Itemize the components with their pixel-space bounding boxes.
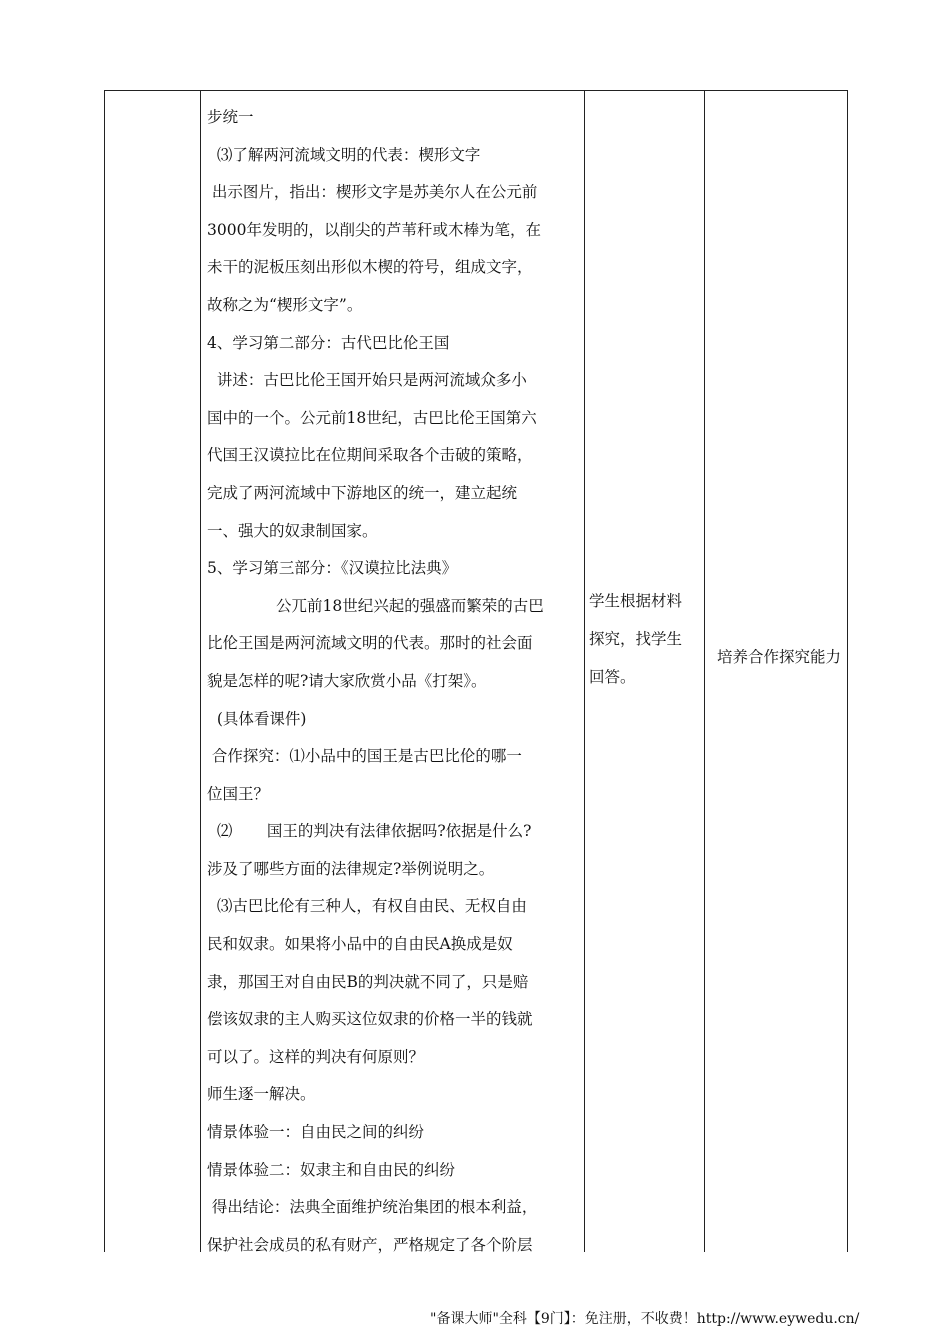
- text-line: 偿该奴隶的主人购买这位奴隶的价格一半的钱就: [207, 1010, 533, 1029]
- text-line: 隶，那国王对自由民B的判决就不同了，只是赔: [207, 972, 529, 991]
- text-line: ⑶了解两河流域文明的代表：楔形文字: [207, 145, 481, 164]
- text-line: 情景体验一：自由民之间的纠纷: [207, 1123, 425, 1142]
- student-activity-text: 探究，找学生: [589, 630, 683, 648]
- text-line: 一、强大的奴隶制国家。: [207, 521, 378, 540]
- text-line: 公兀前18世纪兴起的强盛而繁荣的古巴: [207, 596, 544, 615]
- text-line: ⑵ 国王的判决有法律依据吗?依据是什么?: [207, 822, 532, 841]
- text-line: 保护社会成员的私有财产，严格规定了各个阶层: [207, 1235, 533, 1254]
- text-line: 涉及了哪些方面的法律规定?举例说明之。: [207, 859, 495, 878]
- text-line: 可以了。这样的判决有何原则？: [207, 1047, 425, 1066]
- text-line: 讲述：古巴比伦王国开始只是两河流域众多小: [207, 371, 527, 390]
- lesson-table: [104, 90, 848, 1252]
- column-divider: [704, 91, 705, 1252]
- text-line: 位国王？: [207, 784, 270, 803]
- text-line: 国中的一个。公元前18世纪，古巴比伦王国第六: [207, 408, 537, 427]
- text-line: 未干的泥板压刻出形似木楔的符号，组成文字，: [207, 258, 533, 277]
- text-line: 民和奴隶。如果将小品中的自由民A换成是奴: [207, 935, 513, 954]
- student-activity-text: 回答。: [589, 668, 636, 686]
- design-intent-text: 培养合作探究能力: [717, 648, 842, 666]
- text-line: ⑶古巴比伦有三种人，有权自由民、无权自由: [207, 897, 527, 916]
- text-line: 师生逐一解决。: [207, 1085, 316, 1104]
- student-activity-text: 学生根据材料: [589, 592, 683, 610]
- teaching-process-cell: [201, 99, 585, 1264]
- text-line: 代国王汉谟拉比在位期间采取各个击破的策略，: [207, 446, 533, 465]
- section-heading: 4、学习第二部分：古代巴比伦王国: [207, 333, 450, 352]
- text-line: 得出结论：法典全面维护统治集团的根本利益，: [207, 1198, 538, 1217]
- text-line: 比伦王国是两河流域文明的代表。那时的社会面: [207, 634, 533, 653]
- text-line: 合作探究：⑴小品中的国王是古巴比伦的哪一: [207, 747, 522, 766]
- page-footer: "备课大师"全科【9门】：免注册，不收费！http://www.eywedu.cn/: [430, 1311, 860, 1327]
- text-line: 步统一: [207, 108, 254, 126]
- student-activity-cell: [589, 591, 703, 705]
- text-line: 出示图片，指出：楔形文字是苏美尔人在公元前: [207, 183, 538, 202]
- text-line: 完成了两河流域中下游地区的统一，建立起统: [207, 483, 518, 502]
- text-line: 情景体验二：奴隶主和自由民的纠纷: [207, 1160, 456, 1179]
- section-heading: 5、学习第三部分：《汉谟拉比法典》: [207, 559, 458, 578]
- text-line: (具体看课件): [207, 709, 307, 728]
- design-intent-cell: [717, 639, 843, 675]
- text-line: 3000年发明的，以削尖的芦苇秆或木棒为笔，在: [207, 220, 541, 239]
- text-line: 故称之为“楔形文字”。: [207, 295, 363, 314]
- text-line: 貌是怎样的呢?请大家欣赏小品《打架》。: [207, 671, 487, 690]
